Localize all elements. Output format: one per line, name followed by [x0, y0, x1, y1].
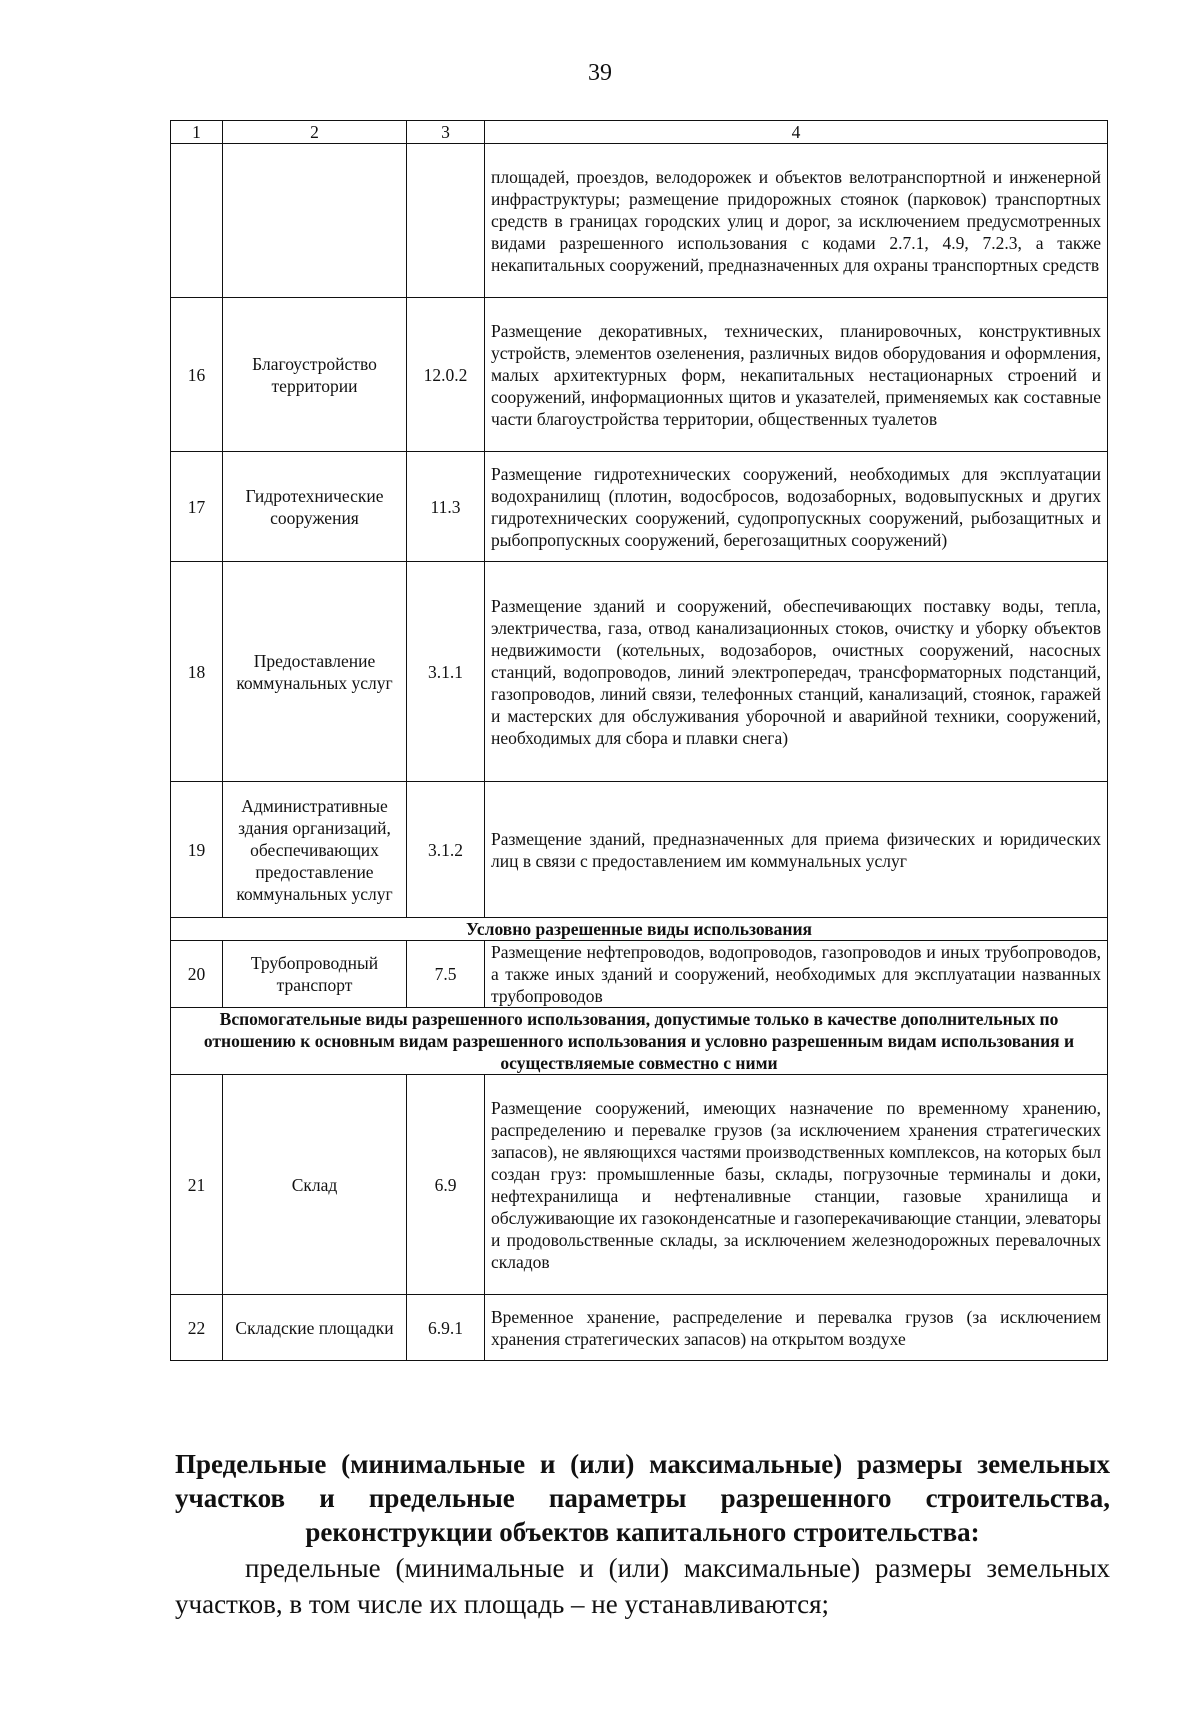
row-number: 16	[171, 298, 223, 452]
section-title: Вспомогательные виды разрешенного использования, допустимые только в качестве дополнительных по отношению к основным видам разрешенного использования и условно разрешенным видам использования и осуществляемые совместно с ними	[171, 1008, 1108, 1075]
row-name: Предоставление коммунальных услуг	[223, 562, 407, 782]
table-row	[171, 1075, 1108, 1295]
row-code: 7.5	[407, 941, 485, 1008]
row-code: 6.9.1	[407, 1295, 485, 1361]
section-heading: Предельные (минимальные и (или) максимальные) размеры земельных участков и предельные параметры разрешенного строительства, реконструкции объектов капитального строительства:	[175, 1449, 1110, 1547]
row-number: 17	[171, 452, 223, 562]
row-desc: Размещение зданий, предназначенных для приема физических и юридических лиц в связи с предоставлением им коммунальных услуг	[485, 782, 1108, 918]
row-desc: Размещение декоративных, технических, планировочных, конструктивных устройств, элементов озеленения, различных видов оборудования и оформления, малых архитектурных форм, некапитальных нестационарных строений и сооружений, информационных щитов и указателей, применяемых как составные части благоустройства территории, общественных туалетов	[485, 298, 1108, 452]
section-header-conditional	[171, 918, 1108, 941]
row-number: 20	[171, 941, 223, 1008]
header-cell: 2	[223, 121, 407, 144]
row-code: 12.0.2	[407, 298, 485, 452]
land-use-table	[170, 120, 1108, 1361]
table-row	[171, 1295, 1108, 1361]
row-code: 3.1.2	[407, 782, 485, 918]
row-name: Благоустройство территории	[223, 298, 407, 452]
row-name: Гидротехнические сооружения	[223, 452, 407, 562]
table-row	[171, 941, 1108, 1008]
table-header-row	[171, 121, 1108, 144]
row-desc: Размещение зданий и сооружений, обеспечивающих поставку воды, тепла, электричества, газа, отвод канализационных стоков, очистку и уборку объектов недвижимости (котельных, водозаборов, очистных сооружений, насосных станций, водопроводов, линий электропередач, трансформаторных подстанций, газопроводов, линий связи, телефонных станций, канализаций, стоянок, гаражей и мастерских для обслуживания уборочной и аварийной техники, сооружений, необходимых для сбора и плавки снега)	[485, 562, 1108, 782]
page-number: 39	[588, 60, 612, 86]
row-code: 6.9	[407, 1075, 485, 1295]
continuation-desc: площадей, проездов, велодорожек и объектов велотранспортной и инженерной инфраструктуры; размещение придорожных стоянок (парковок) транспортных средств в границах городских улиц и дорог, за исключением предусмотренных видами разрешенного использования с кодами 2.7.1, 4.9, 7.2.3, а также некапитальных сооружений, предназначенных для охраны транспортных средств	[485, 144, 1108, 298]
row-number: 19	[171, 782, 223, 918]
table-row	[171, 562, 1108, 782]
header-cell: 3	[407, 121, 485, 144]
row-desc: Размещение сооружений, имеющих назначение по временному хранению, распределению и перевалке грузов (за исключением хранения стратегических запасов), не являющихся частями производственных комплексов, на которых был создан груз: промышленные базы, склады, погрузочные терминалы и доки, нефтехранилища и нефтеналивные станции, газовые хранилища и обслуживающие их газоконденсатные и газоперекачивающие станции, элеваторы и продовольственные склады, за исключением железнодорожных перевалочных складов	[485, 1075, 1108, 1295]
header-cell: 1	[171, 121, 223, 144]
row-desc: Размещение гидротехнических сооружений, необходимых для эксплуатации водохранилищ (плотин, водосбросов, водозаборных, водовыпускных и других гидротехнических сооружений, судопропускных сооружений, рыбозащитных и рыбопропускных сооружений, берегозащитных сооружений)	[485, 452, 1108, 562]
row-number: 18	[171, 562, 223, 782]
table-row	[171, 452, 1108, 562]
row-desc: Размещение нефтепроводов, водопроводов, газопроводов и иных трубопроводов, а также иных зданий и сооружений, необходимых для эксплуатации названных трубопроводов	[485, 941, 1108, 1008]
section-title: Условно разрешенные виды использования	[171, 918, 1108, 941]
row-code: 11.3	[407, 452, 485, 562]
row-name: Трубопроводный транспорт	[223, 941, 407, 1008]
table-row	[171, 298, 1108, 452]
row-name: Склад	[223, 1075, 407, 1295]
row-code: 3.1.1	[407, 562, 485, 782]
row-name: Административные здания организаций, обеспечивающих предоставление коммунальных услуг	[223, 782, 407, 918]
row-number: 21	[171, 1075, 223, 1295]
row-number: 22	[171, 1295, 223, 1361]
table-row	[171, 782, 1108, 918]
body-paragraph: предельные (минимальные и (или) максимальные) размеры земельных участков, в том числе их площадь – не устанавливаются;	[175, 1553, 1110, 1619]
header-cell: 4	[485, 121, 1108, 144]
table-row	[171, 144, 1108, 298]
section-header-auxiliary	[171, 1008, 1108, 1075]
row-name: Складские площадки	[223, 1295, 407, 1361]
row-desc: Временное хранение, распределение и перевалка грузов (за исключением хранения стратегических запасов) на открытом воздухе	[485, 1295, 1108, 1361]
